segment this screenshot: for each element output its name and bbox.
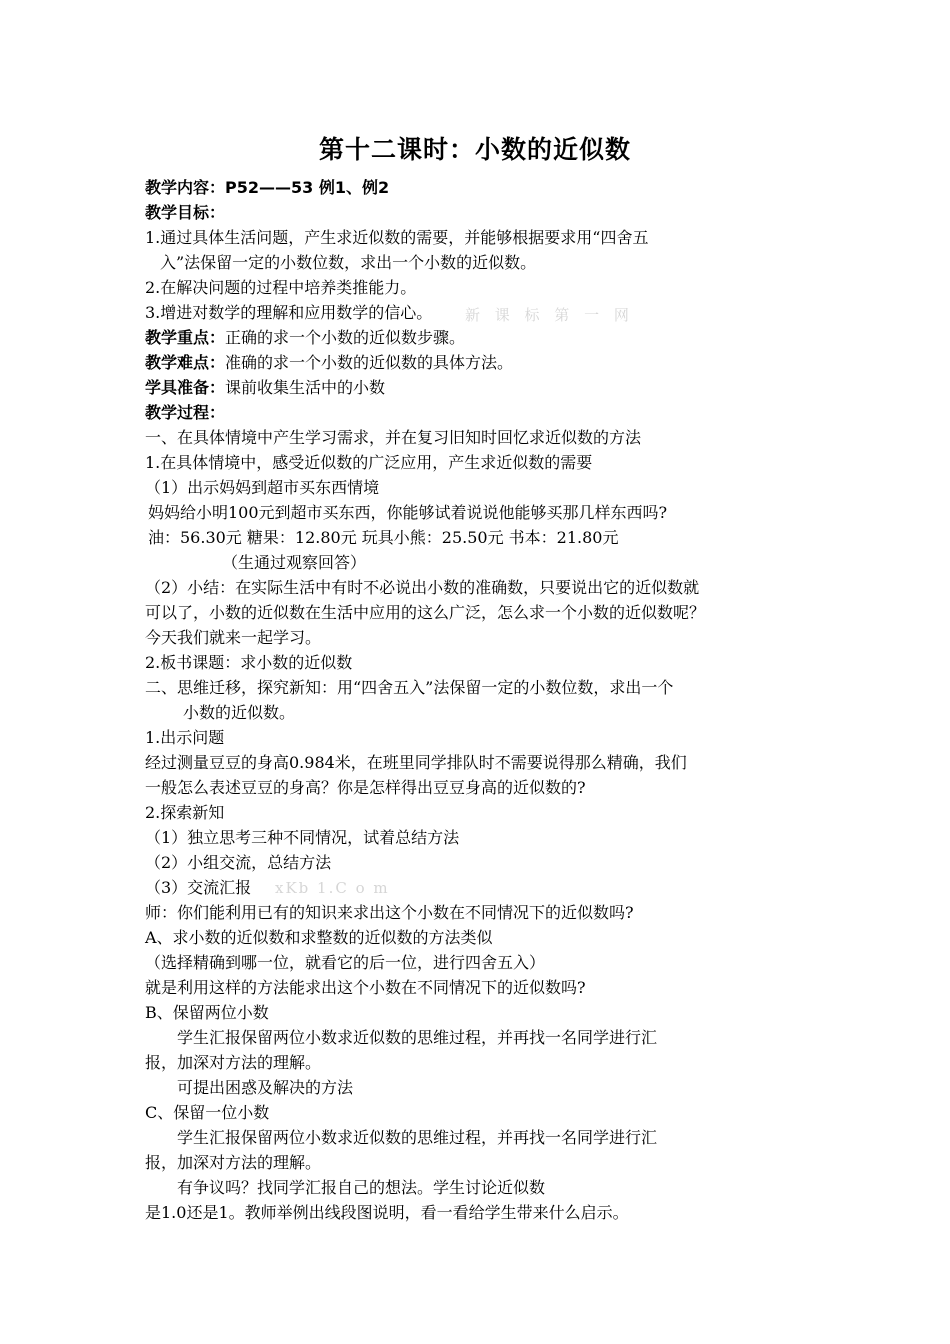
process-line: 师：你们能利用已有的知识来求出这个小数在不同情况下的近似数吗? (145, 903, 634, 922)
objective-line: 2.在解决问题的过程中培养类推能力。 (145, 278, 417, 297)
process-line: 学生汇报保留两位小数求近似数的思维过程，并再找一名同学进行汇 (177, 1028, 658, 1047)
process-line: 2.探索新知 (145, 803, 225, 822)
process-line: 小数的近似数。 (183, 703, 296, 722)
process-line: 1.在具体情境中，感受近似数的广泛应用，产生求近似数的需要 (145, 453, 593, 472)
process-line: 就是利用这样的方法能求出这个小数在不同情况下的近似数吗? (145, 978, 586, 997)
key-point-row (145, 328, 465, 348)
process-line: （选择精确到哪一位，就看它的后一位，进行四舍五入） (145, 953, 546, 972)
tools-row (145, 378, 385, 398)
difficulty-row (145, 353, 513, 373)
process-line: 是1.0还是1。教师举例出线段图说明，看一看给学生带来什么启示。 (145, 1203, 629, 1222)
process-line: （3）交流汇报 (145, 878, 252, 897)
process-line: 二、思维迁移，探究新知：用“四舍五入”法保留一定的小数位数，求出一个 (145, 678, 674, 697)
process-line: 妈妈给小明100元到超市买东西，你能够试着说说他能够买那几样东西吗? (148, 503, 668, 522)
key-point-label: 教学重点： (145, 328, 226, 347)
objective-line: 1.通过具体生活问题，产生求近似数的需要，并能够根据要求用“四舍五 (145, 228, 649, 247)
objectives-label: 教学目标： (145, 203, 226, 222)
process-label: 教学过程： (145, 403, 226, 422)
key-point-value: 正确的求一个小数的近似数步骤。 (225, 328, 466, 347)
process-line: 经过测量豆豆的身高0.984米，在班里同学排队时不需要说得那么精确，我们 (145, 753, 687, 772)
process-line: 学生汇报保留两位小数求近似数的思维过程，并再找一名同学进行汇 (177, 1128, 658, 1147)
process-line: 报，加深对方法的理解。 (145, 1153, 322, 1172)
difficulty-label: 教学难点： (145, 353, 226, 372)
difficulty-value: 准确的求一个小数的近似数的具体方法。 (225, 353, 514, 372)
process-line: （2）小组交流，总结方法 (145, 853, 332, 872)
process-line: 一、在具体情境中产生学习需求，并在复习旧知时回忆求近似数的方法 (145, 428, 642, 447)
process-line: 可以了，小数的近似数在生活中应用的这么广泛，怎么求一个小数的近似数呢？ (145, 603, 706, 622)
process-line: （1）独立思考三种不同情况，试着总结方法 (145, 828, 460, 847)
process-line: A、求小数的近似数和求整数的近似数的方法类似 (145, 928, 493, 947)
process-line: C、保留一位小数 (145, 1103, 270, 1122)
process-line: 一般怎么表述豆豆的身高？你是怎样得出豆豆身高的近似数的? (145, 778, 586, 797)
process-line: （生通过观察回答） (222, 553, 367, 572)
content-label: 教学内容： (145, 178, 226, 197)
process-line: 1.出示问题 (145, 728, 225, 747)
content-value: P52——53 例1、例2 (225, 178, 390, 197)
process-line: （2）小结：在实际生活中有时不必说出小数的准确数，只要说出它的近似数就 (145, 578, 700, 597)
process-line: 可提出困惑及解决的方法 (177, 1078, 354, 1097)
process-line: 有争议吗？找同学汇报自己的想法。学生讨论近似数 (177, 1178, 546, 1197)
process-line: 2.板书课题：求小数的近似数 (145, 653, 353, 672)
process-line: 报，加深对方法的理解。 (145, 1053, 322, 1072)
process-line: B、保留两位小数 (145, 1003, 269, 1022)
objective-line: 入”法保留一定的小数位数，求出一个小数的近似数。 (160, 253, 537, 272)
tools-value: 课前收集生活中的小数 (225, 378, 386, 397)
watermark-text: xKb 1.C o m (275, 879, 390, 897)
page-title: 第十二课时：小数的近似数 (318, 135, 631, 164)
tools-label: 学具准备： (145, 378, 226, 397)
process-line: 油：56.30元 糖果：12.80元 玩具小熊：25.50元 书本：21.80元 (148, 528, 619, 547)
process-line: 今天我们就来一起学习。 (145, 628, 322, 647)
watermark-text: 新 课 标 第 一 网 (465, 306, 634, 324)
objective-line: 3.增进对数学的理解和应用数学的信心。 (145, 303, 433, 322)
process-line: （1）出示妈妈到超市买东西情境 (145, 478, 380, 497)
content-row (145, 178, 389, 198)
